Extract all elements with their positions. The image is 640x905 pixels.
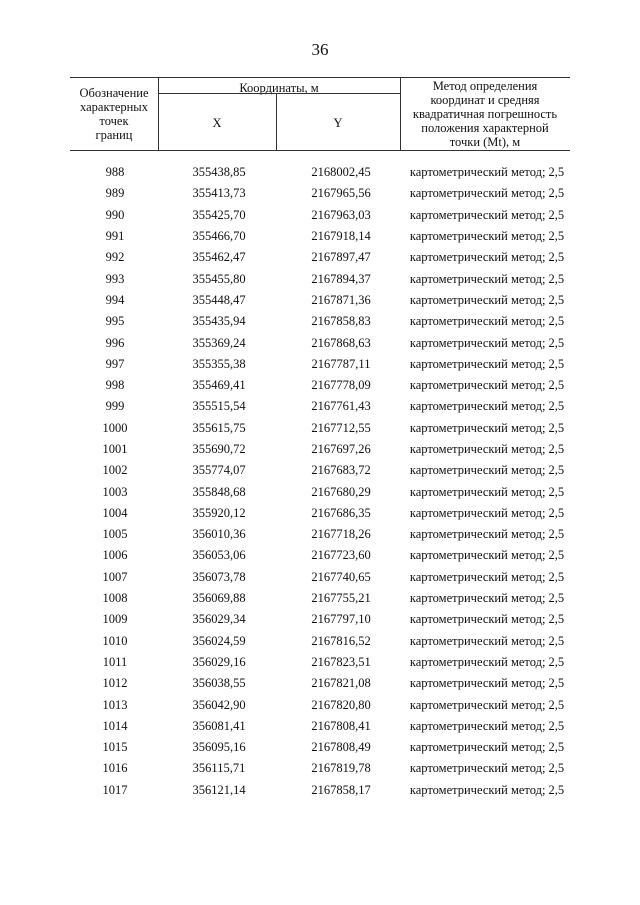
method-cell: картометрический метод; 2,5 [409, 740, 565, 755]
method-cell: картометрический метод; 2,5 [409, 292, 565, 307]
method-cell: картометрический метод; 2,5 [409, 207, 565, 222]
x-coordinate-cell: 355413,73 [192, 186, 246, 201]
table-row [70, 481, 570, 502]
method-cell: картометрический метод; 2,5 [409, 761, 565, 776]
table-row [70, 418, 570, 439]
x-coordinate-cell: 356073,78 [192, 569, 246, 584]
x-coordinate-cell: 355690,72 [192, 442, 246, 456]
method-cell: картометрический метод; 2,5 [409, 505, 565, 520]
x-coordinate-cell: 356069,88 [192, 591, 246, 606]
table-row [70, 396, 570, 417]
method-cell: картометрический метод; 2,5 [409, 463, 565, 478]
header-method-line: Метод определения [432, 79, 538, 93]
y-coordinate-cell: 2167723,60 [311, 548, 371, 563]
method-cell: картометрический метод; 2,5 [409, 527, 565, 542]
table-row [70, 567, 570, 588]
point-id-cell: 1016 [102, 761, 128, 776]
x-coordinate-cell: 356053,06 [192, 548, 246, 563]
table-row [70, 268, 570, 289]
header-divider [158, 93, 400, 94]
table-row [70, 460, 570, 481]
x-coordinate-cell: 355515,54 [192, 399, 246, 414]
method-cell: картометрический метод; 2,5 [409, 250, 565, 265]
x-coordinate-cell: 355466,70 [192, 229, 246, 244]
table-row [70, 694, 570, 715]
table-body [70, 162, 570, 801]
y-coordinate-cell: 2167718,26 [311, 527, 371, 542]
x-coordinate-cell: 355455,80 [192, 271, 246, 286]
table-row [70, 609, 570, 630]
method-cell: картометрический метод; 2,5 [409, 676, 565, 691]
point-id-cell: 1009 [102, 612, 128, 627]
y-coordinate-cell: 2167821,08 [311, 676, 371, 691]
method-cell: картометрический метод; 2,5 [409, 229, 565, 244]
table-row [70, 205, 570, 226]
table-row [70, 737, 570, 758]
table-row [70, 524, 570, 545]
header-designation-line: границ [95, 128, 133, 142]
x-coordinate-cell: 356010,36 [192, 527, 246, 542]
x-coordinate-cell: 355355,38 [192, 356, 246, 371]
table-row [70, 588, 570, 609]
y-coordinate-cell: 2167778,09 [311, 378, 371, 393]
point-id-cell: 1011 [102, 654, 128, 669]
x-coordinate-cell: 356038,55 [192, 676, 246, 691]
header-designation-line: точек [99, 114, 129, 128]
method-cell: картометрический метод; 2,5 [409, 314, 565, 329]
x-coordinate-cell: 356081,41 [192, 718, 246, 733]
header-designation-line: характерных [80, 100, 148, 114]
point-id-cell: 1017 [102, 782, 128, 797]
x-coordinate-cell: 355774,07 [192, 463, 246, 478]
table-row [70, 503, 570, 524]
method-cell: картометрический метод; 2,5 [409, 271, 565, 286]
table-row [70, 545, 570, 566]
point-id-cell: 1001 [102, 442, 128, 456]
point-id-cell: 989 [105, 186, 125, 201]
point-id-cell: 995 [105, 314, 125, 329]
method-cell: картометрический метод; 2,5 [409, 633, 565, 648]
method-cell: картометрический метод; 2,5 [409, 356, 565, 371]
point-id-cell: 990 [105, 207, 125, 222]
x-coordinate-cell: 356115,71 [192, 761, 246, 776]
x-coordinate-cell: 355425,70 [192, 207, 246, 222]
x-coordinate-cell: 355435,94 [192, 314, 246, 329]
header-y: Y [333, 116, 343, 130]
point-id-cell: 997 [105, 356, 125, 371]
table-row [70, 652, 570, 673]
method-cell: картометрический метод; 2,5 [409, 484, 565, 499]
y-coordinate-cell: 2167712,55 [311, 420, 371, 435]
y-coordinate-cell: 2167823,51 [311, 654, 371, 669]
y-coordinate-cell: 2167680,29 [311, 484, 371, 499]
method-cell: картометрический метод; 2,5 [409, 591, 565, 606]
y-coordinate-cell: 2167808,41 [311, 718, 371, 733]
y-coordinate-cell: 2167871,36 [311, 292, 371, 307]
x-coordinate-cell: 355448,47 [192, 292, 246, 307]
point-id-cell: 1014 [102, 718, 128, 733]
y-coordinate-cell: 2167819,78 [311, 761, 371, 776]
point-id-cell: 993 [105, 271, 125, 286]
point-id-cell: 994 [105, 292, 125, 307]
method-cell: картометрический метод; 2,5 [409, 186, 565, 201]
y-coordinate-cell: 2167816,52 [311, 633, 371, 648]
y-coordinate-cell: 2167761,43 [311, 399, 371, 414]
table-row [70, 375, 570, 396]
method-cell: картометрический метод; 2,5 [409, 654, 565, 669]
y-coordinate-cell: 2167683,72 [311, 463, 371, 478]
table-row [70, 226, 570, 247]
header-coordinates: Координаты, м [239, 81, 319, 95]
x-coordinate-cell: 355848,68 [192, 484, 246, 499]
point-id-cell: 1004 [102, 505, 128, 520]
point-id-cell: 1013 [102, 697, 128, 712]
method-cell: картометрический метод; 2,5 [409, 782, 565, 797]
point-id-cell: 1015 [102, 740, 128, 755]
point-id-cell: 1012 [102, 676, 128, 691]
y-coordinate-cell: 2167918,14 [311, 229, 371, 244]
point-id-cell: 1002 [102, 463, 128, 478]
header-designation [70, 86, 158, 142]
x-coordinate-cell: 356029,34 [192, 612, 246, 627]
x-coordinate-cell: 356024,59 [192, 633, 246, 648]
table-row [70, 673, 570, 694]
x-coordinate-cell: 355438,85 [192, 165, 246, 180]
method-cell: картометрический метод; 2,5 [409, 378, 565, 393]
x-coordinate-cell: 355469,41 [192, 378, 246, 393]
table-row [70, 183, 570, 204]
y-coordinate-cell: 2167755,21 [311, 591, 371, 606]
x-coordinate-cell: 355369,24 [192, 335, 246, 350]
page-number: 36 [311, 40, 329, 59]
x-coordinate-cell: 355462,47 [192, 250, 246, 265]
x-coordinate-cell: 356042,90 [192, 697, 246, 712]
x-coordinate-cell: 356095,16 [192, 740, 246, 755]
method-cell: картометрический метод; 2,5 [409, 612, 565, 627]
table-row [70, 247, 570, 268]
y-coordinate-cell: 2167797,10 [311, 612, 371, 627]
point-id-cell: 1005 [102, 527, 128, 542]
header-method-line: положения характерной [421, 121, 549, 135]
table-row [70, 780, 570, 801]
y-coordinate-cell: 2167965,56 [311, 186, 371, 201]
y-coordinate-cell: 2167697,26 [311, 442, 371, 456]
table-row [70, 439, 570, 460]
table-row [70, 332, 570, 353]
x-coordinate-cell: 356121,14 [192, 782, 246, 797]
method-cell: картометрический метод; 2,5 [409, 718, 565, 733]
y-coordinate-cell: 2167858,83 [311, 314, 371, 329]
table-row [70, 716, 570, 737]
point-id-cell: 992 [105, 250, 125, 265]
table-row [70, 290, 570, 311]
y-coordinate-cell: 2167787,11 [311, 356, 371, 371]
y-coordinate-cell: 2167894,37 [311, 271, 371, 286]
y-coordinate-cell: 2167808,49 [311, 740, 371, 755]
table-row [70, 354, 570, 375]
method-cell: картометрический метод; 2,5 [409, 399, 565, 414]
header-method-line: точки (Mt), м [449, 135, 521, 149]
point-id-cell: 998 [105, 378, 125, 393]
method-cell: картометрический метод; 2,5 [409, 420, 565, 435]
y-coordinate-cell: 2167858,17 [311, 782, 371, 797]
x-coordinate-cell: 356029,16 [192, 654, 246, 669]
point-id-cell: 1006 [102, 548, 128, 563]
table-row [70, 758, 570, 779]
method-cell: картометрический метод; 2,5 [409, 165, 565, 180]
point-id-cell: 1007 [102, 569, 128, 584]
coordinates-table [70, 162, 570, 801]
point-id-cell: 991 [105, 229, 125, 244]
y-coordinate-cell: 2167740,65 [311, 569, 371, 584]
header-method [400, 79, 570, 149]
point-id-cell: 1000 [102, 420, 128, 435]
header-designation-line: Обозначение [79, 86, 149, 100]
point-id-cell: 1003 [102, 484, 128, 499]
y-coordinate-cell: 2167963,03 [311, 207, 371, 222]
table-header [70, 77, 570, 151]
point-id-cell: 999 [105, 399, 125, 414]
table-row [70, 311, 570, 332]
header-x: X [212, 116, 222, 130]
header-method-line: квадратичная погрешность [412, 107, 558, 121]
point-id-cell: 996 [105, 335, 125, 350]
y-coordinate-cell: 2167686,35 [311, 505, 371, 520]
x-coordinate-cell: 355615,75 [192, 420, 246, 435]
y-coordinate-cell: 2167897,47 [311, 250, 371, 265]
point-id-cell: 1008 [102, 591, 128, 606]
point-id-cell: 988 [105, 165, 125, 180]
method-cell: картометрический метод; 2,5 [409, 569, 565, 584]
method-cell: картометрический метод; 2,5 [409, 442, 565, 456]
method-cell: картометрический метод; 2,5 [409, 335, 565, 350]
y-coordinate-cell: 2168002,45 [311, 165, 371, 180]
table-row [70, 162, 570, 183]
x-coordinate-cell: 355920,12 [192, 505, 246, 520]
header-method-line: координат и средняя [430, 93, 540, 107]
y-coordinate-cell: 2167868,63 [311, 335, 371, 350]
table-row [70, 631, 570, 652]
point-id-cell: 1010 [102, 633, 128, 648]
y-coordinate-cell: 2167820,80 [311, 697, 371, 712]
method-cell: картометрический метод; 2,5 [409, 697, 565, 712]
method-cell: картометрический метод; 2,5 [409, 548, 565, 563]
